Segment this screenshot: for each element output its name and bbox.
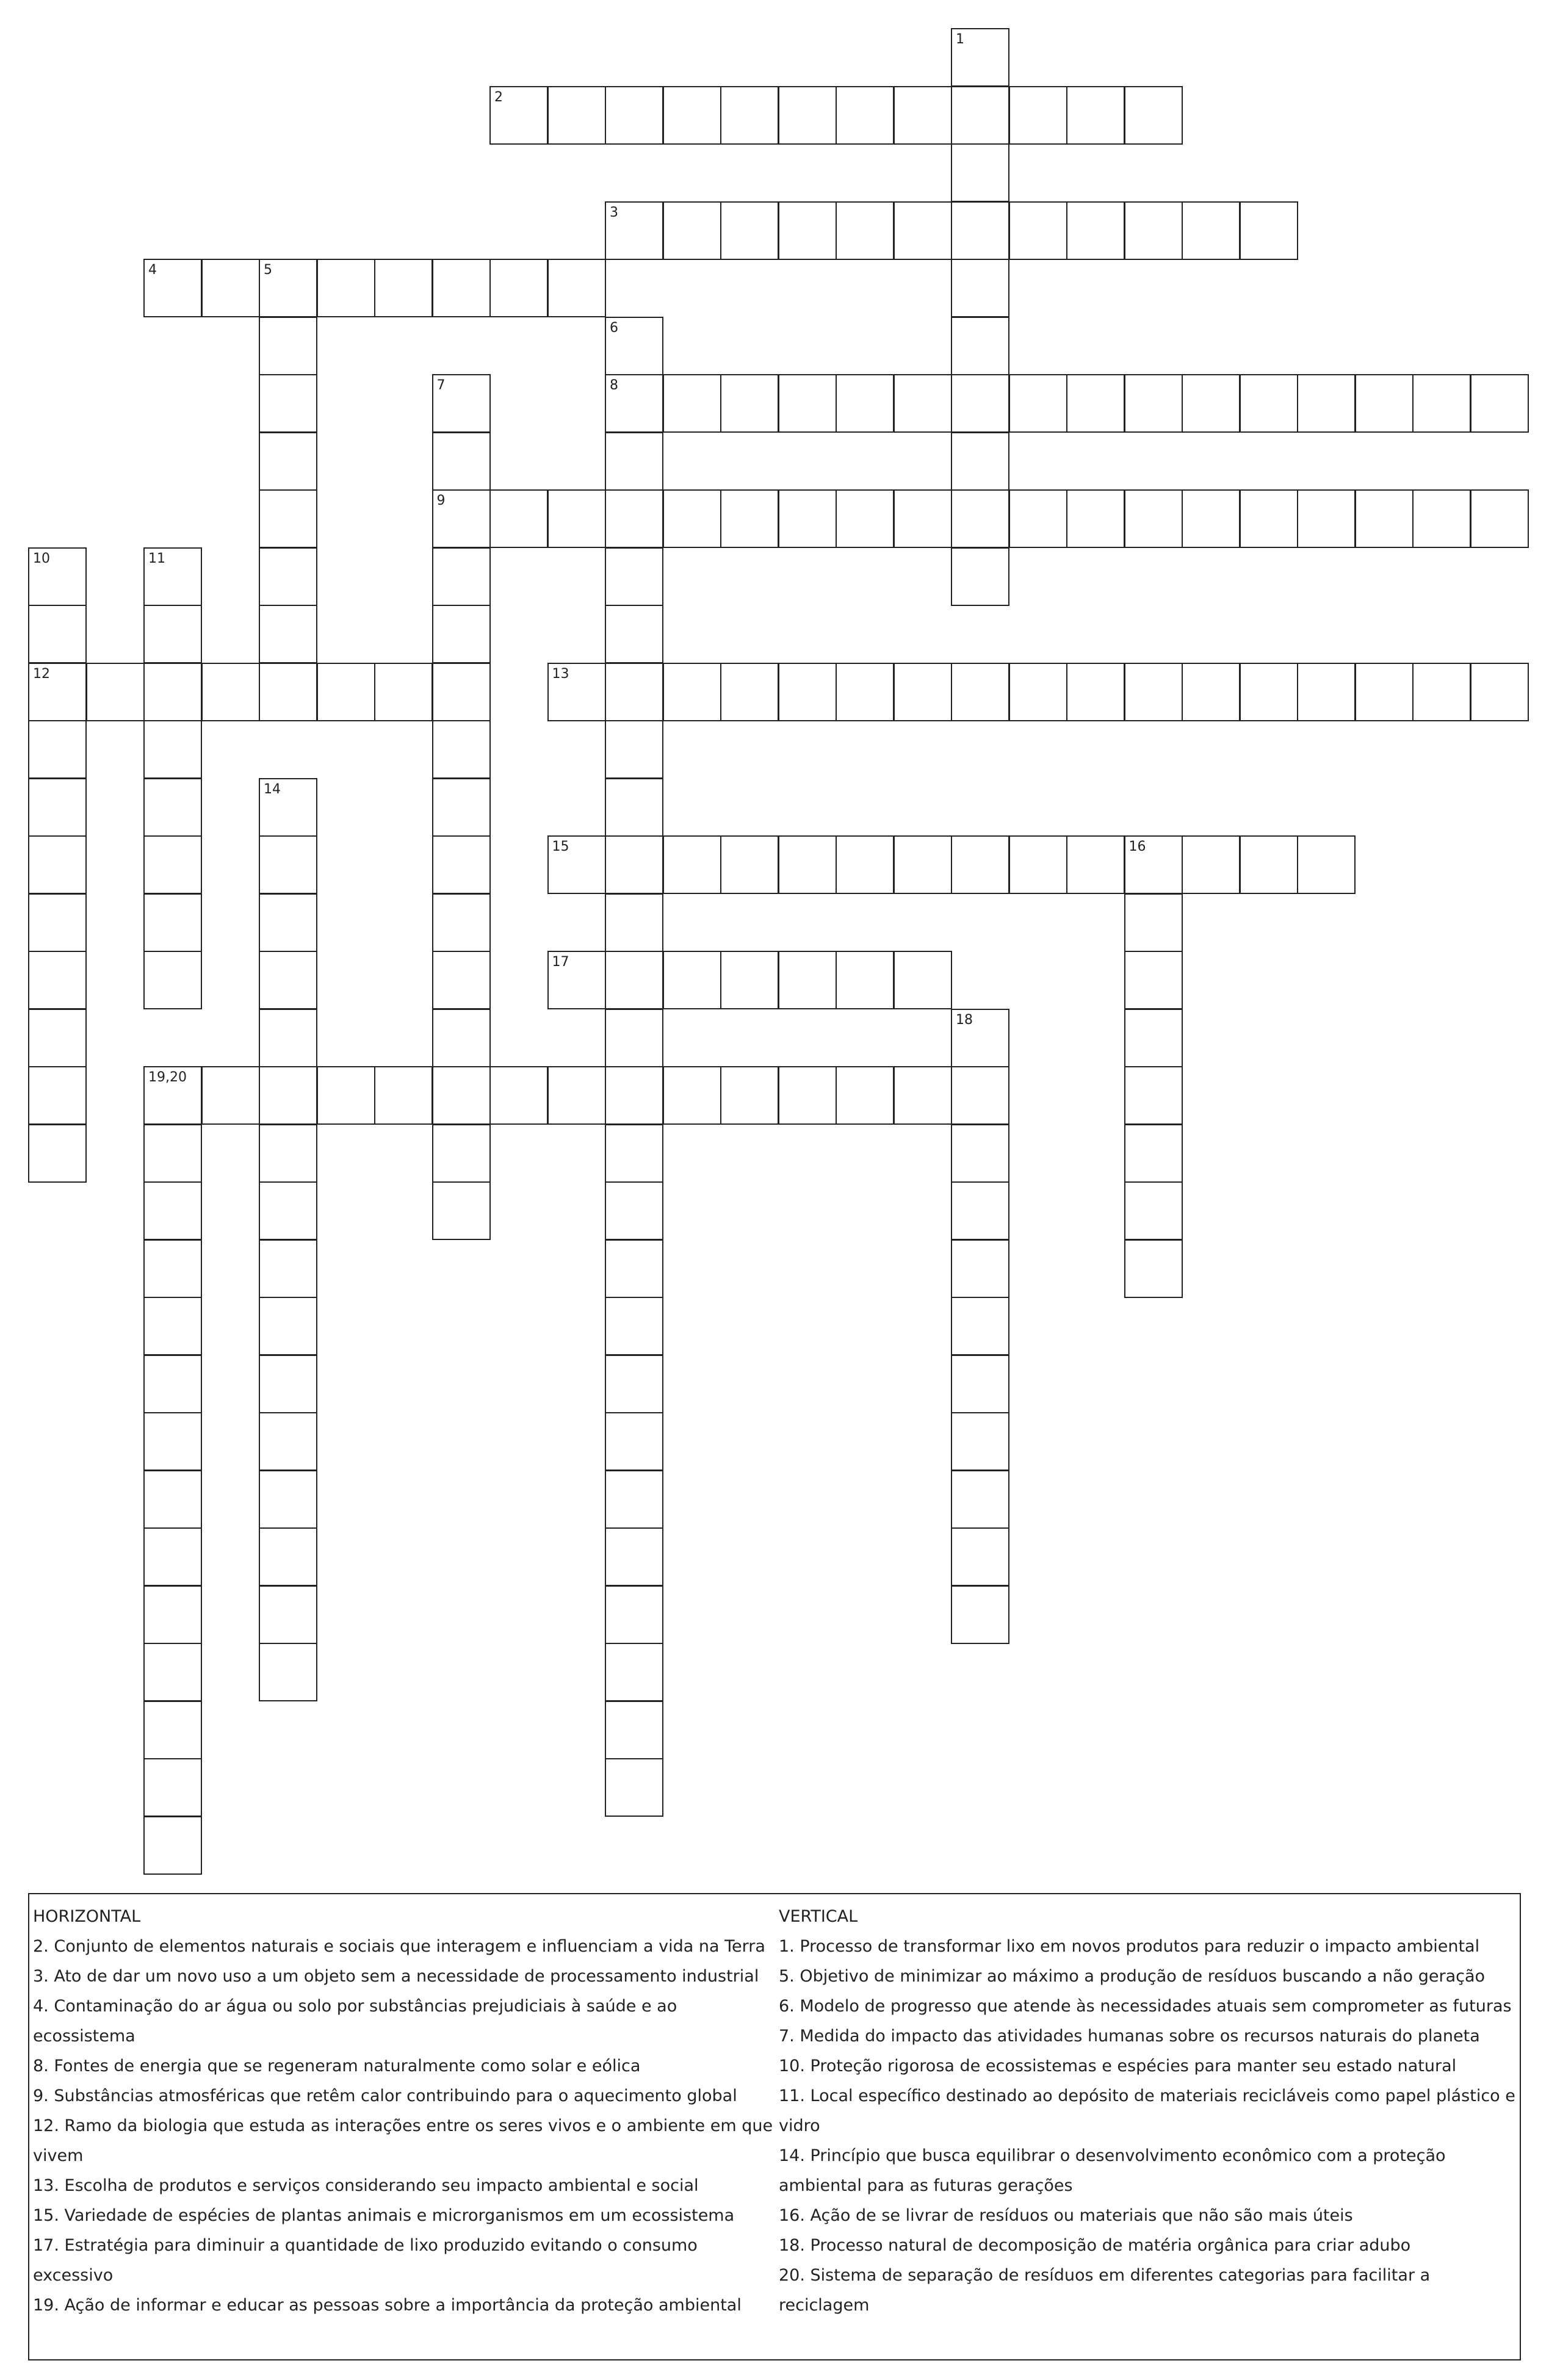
horizontal-clue: 9. Substâncias atmosféricas que retêm calor contribuindo para o aquecimento global	[33, 2086, 737, 2105]
crossword-cell[interactable]	[143, 1412, 202, 1471]
crossword-cell[interactable]	[28, 835, 87, 894]
clue-number: 16	[1128, 839, 1146, 854]
crossword-cell[interactable]	[28, 778, 87, 837]
crossword-cell[interactable]	[259, 547, 317, 606]
crossword-cell[interactable]	[778, 201, 837, 260]
crossword-cell[interactable]	[778, 835, 837, 894]
crossword-cell[interactable]	[1009, 86, 1067, 145]
crossword-cell[interactable]	[1470, 663, 1529, 721]
clue-number: 3	[610, 204, 618, 220]
crossword-cell[interactable]	[894, 1066, 952, 1125]
crossword-cell[interactable]	[547, 259, 606, 317]
crossword-cell[interactable]	[1355, 489, 1414, 548]
crossword-cell[interactable]	[1297, 835, 1356, 894]
crossword-cell[interactable]	[663, 835, 721, 894]
crossword-cell[interactable]	[143, 1239, 202, 1298]
crossword-cell[interactable]	[1124, 374, 1183, 433]
vertical-clue: 5. Objetivo de minimizar ao máximo a produção de resíduos buscando a não geração	[779, 1967, 1486, 1986]
crossword-cell[interactable]	[605, 951, 663, 1009]
horizontal-clue: 4. Contaminação do ar água ou solo por substâncias prejudiciais à saúde e ao ecossistema	[33, 1997, 677, 2046]
crossword-cell[interactable]	[1066, 489, 1125, 548]
vertical-clues-column	[779, 1902, 1517, 2320]
crossword-cell[interactable]	[663, 1066, 721, 1125]
crossword-cell[interactable]	[259, 778, 317, 837]
crossword-cell[interactable]	[1470, 489, 1529, 548]
crossword-cell[interactable]	[259, 951, 317, 1009]
clue-number: 14	[264, 781, 281, 797]
crossword-cell[interactable]	[663, 489, 721, 548]
crossword-cell[interactable]	[1066, 374, 1125, 433]
crossword-cell[interactable]	[1182, 201, 1240, 260]
clue-number: 17	[552, 954, 569, 970]
crossword-cell[interactable]	[143, 1124, 202, 1183]
crossword-cell[interactable]	[432, 1009, 491, 1067]
crossword-cell[interactable]	[259, 1066, 317, 1125]
vertical-clue: 16. Ação de se livrar de resíduos ou materiais que não são mais úteis	[779, 2206, 1353, 2225]
crossword-cell[interactable]	[1240, 489, 1298, 548]
crossword-cell[interactable]	[778, 1066, 837, 1125]
crossword-cell[interactable]	[547, 1066, 606, 1125]
crossword-cell[interactable]	[259, 1181, 317, 1240]
crossword-cell[interactable]	[663, 663, 721, 721]
crossword-cell[interactable]	[143, 1355, 202, 1413]
crossword-cell[interactable]	[951, 1066, 1009, 1125]
crossword-cell[interactable]	[720, 489, 779, 548]
crossword-cell[interactable]	[259, 663, 317, 721]
clue-number: 8	[610, 378, 618, 393]
crossword-cell[interactable]	[259, 1412, 317, 1471]
crossword-cell[interactable]	[605, 605, 663, 663]
crossword-cell[interactable]	[605, 1470, 663, 1529]
crossword-cell[interactable]	[143, 1527, 202, 1586]
crossword-cell[interactable]	[259, 1124, 317, 1183]
crossword-cell[interactable]	[605, 1643, 663, 1701]
crossword-cell[interactable]	[143, 720, 202, 779]
crossword-cell[interactable]	[143, 547, 202, 606]
crossword-cell[interactable]	[951, 1009, 1009, 1067]
crossword-cell[interactable]	[143, 835, 202, 894]
crossword-cell[interactable]	[720, 951, 779, 1009]
crossword-cell[interactable]	[374, 663, 433, 721]
crossword-cell[interactable]	[720, 201, 779, 260]
crossword-cell[interactable]	[1355, 374, 1414, 433]
crossword-cell[interactable]	[317, 259, 375, 317]
crossword-cell[interactable]	[951, 1355, 1009, 1413]
crossword-cell[interactable]	[836, 663, 894, 721]
clue-number: 13	[552, 666, 569, 682]
clue-number: 9	[436, 493, 446, 508]
crossword-cell[interactable]	[1009, 201, 1067, 260]
crossword-cell[interactable]	[1182, 489, 1240, 548]
crossword-cell[interactable]	[778, 489, 837, 548]
crossword-cell[interactable]	[143, 1816, 202, 1875]
crossword-cell[interactable]	[259, 1470, 317, 1529]
crossword-cell[interactable]	[894, 835, 952, 894]
crossword-cell[interactable]	[951, 663, 1009, 721]
crossword-cell[interactable]	[28, 547, 87, 606]
horizontal-clues-column	[33, 1902, 778, 2320]
crossword-cell[interactable]	[432, 374, 491, 433]
crossword-cell[interactable]	[489, 259, 548, 317]
crossword-cell[interactable]	[432, 720, 491, 779]
crossword-cell[interactable]	[1124, 1239, 1183, 1298]
crossword-cell[interactable]	[1412, 489, 1471, 548]
crossword-cell[interactable]	[374, 259, 433, 317]
crossword-cell[interactable]	[143, 1758, 202, 1817]
crossword-cell[interactable]	[1124, 893, 1183, 952]
crossword-cell[interactable]	[432, 547, 491, 606]
crossword-cell[interactable]	[259, 893, 317, 952]
crossword-cell[interactable]	[605, 432, 663, 491]
crossword-cell[interactable]	[605, 778, 663, 837]
crossword-cell[interactable]	[605, 1009, 663, 1067]
vertical-clue: 20. Sistema de separação de resíduos em diferentes categorias para facilitar a reciclagem	[779, 2266, 1431, 2315]
crossword-cell[interactable]	[605, 489, 663, 548]
crossword-cell[interactable]	[1124, 1066, 1183, 1125]
vertical-clue: 7. Medida do impacto das atividades humanas sobre os recursos naturais do planeta	[779, 2027, 1480, 2046]
crossword-cell[interactable]	[605, 317, 663, 375]
crossword-cell[interactable]	[951, 317, 1009, 375]
crossword-cell[interactable]	[951, 1527, 1009, 1586]
crossword-cell[interactable]	[605, 1585, 663, 1644]
crossword-cell[interactable]	[605, 663, 663, 721]
crossword-cell[interactable]	[547, 489, 606, 548]
crossword-cell[interactable]	[836, 835, 894, 894]
crossword-cell[interactable]	[432, 663, 491, 721]
crossword-cell[interactable]	[28, 663, 87, 721]
crossword-cell[interactable]	[894, 86, 952, 145]
crossword-cell[interactable]	[951, 489, 1009, 548]
crossword-cell[interactable]	[605, 720, 663, 779]
crossword-cell[interactable]	[317, 1066, 375, 1125]
crossword-cell[interactable]	[894, 201, 952, 260]
crossword-cell[interactable]	[489, 489, 548, 548]
crossword-cell[interactable]	[432, 1124, 491, 1183]
clues-panel	[28, 1893, 1521, 2360]
vertical-clue: 1. Processo de transformar lixo em novos produtos para reduzir o impacto ambiental	[779, 1937, 1480, 1956]
crossword-cell[interactable]	[432, 835, 491, 894]
crossword-cell[interactable]	[605, 1297, 663, 1355]
crossword-cell[interactable]	[951, 1239, 1009, 1298]
crossword-cell[interactable]	[1182, 374, 1240, 433]
crossword-cell[interactable]	[951, 1585, 1009, 1644]
horizontal-clue: 12. Ramo da biologia que estuda as interações entre os seres vivos e o ambiente em que vivem	[33, 2116, 773, 2165]
crossword-cell[interactable]	[605, 1239, 663, 1298]
crossword-cell[interactable]	[143, 1297, 202, 1355]
horizontal-clues-title: HORIZONTAL	[33, 1907, 141, 1926]
crossword-cell[interactable]	[259, 489, 317, 548]
crossword-cell[interactable]	[432, 432, 491, 491]
crossword-cell[interactable]	[143, 663, 202, 721]
crossword-cell[interactable]	[1297, 489, 1356, 548]
crossword-cell[interactable]	[951, 835, 1009, 894]
crossword-cell[interactable]	[720, 1066, 779, 1125]
crossword-cell[interactable]	[1470, 374, 1529, 433]
crossword-cell[interactable]	[605, 835, 663, 894]
horizontal-clue: 2. Conjunto de elementos naturais e sociais que interagem e influenciam a vida na Terra	[33, 1937, 765, 1956]
crossword-cell[interactable]	[547, 835, 606, 894]
crossword-cell[interactable]	[432, 778, 491, 837]
horizontal-clue: 17. Estratégia para diminuir a quantidade de lixo produzido evitando o consumo excessivo	[33, 2236, 698, 2285]
crossword-cell[interactable]	[605, 547, 663, 606]
crossword-cell[interactable]	[951, 1297, 1009, 1355]
crossword-cell[interactable]	[86, 663, 145, 721]
crossword-cell[interactable]	[1182, 835, 1240, 894]
crossword-cell[interactable]	[547, 663, 606, 721]
crossword-cell[interactable]	[1124, 835, 1183, 894]
crossword-cell[interactable]	[143, 1643, 202, 1701]
crossword-cell[interactable]	[720, 835, 779, 894]
vertical-clues-title: VERTICAL	[779, 1907, 858, 1926]
crossword-cell[interactable]	[720, 86, 779, 145]
crossword-cell[interactable]	[1412, 663, 1471, 721]
crossword-cell[interactable]	[432, 605, 491, 663]
crossword-cell[interactable]	[432, 489, 491, 548]
crossword-cell[interactable]	[201, 1066, 260, 1125]
crossword-cell[interactable]	[1124, 86, 1183, 145]
clue-number: 6	[610, 320, 618, 336]
crossword-cell[interactable]	[1124, 951, 1183, 1009]
clue-number: 4	[148, 262, 157, 278]
crossword-cell[interactable]	[1297, 374, 1356, 433]
crossword-cell[interactable]	[432, 951, 491, 1009]
crossword-cell[interactable]	[143, 778, 202, 837]
crossword-cell[interactable]	[951, 1181, 1009, 1240]
crossword-cell[interactable]	[259, 1355, 317, 1413]
crossword-cell[interactable]	[1412, 374, 1471, 433]
crossword-cell[interactable]	[836, 489, 894, 548]
crossword-cell[interactable]	[1240, 374, 1298, 433]
crossword-cell[interactable]	[259, 605, 317, 663]
crossword-cell[interactable]	[1182, 663, 1240, 721]
crossword-cell[interactable]	[259, 317, 317, 375]
crossword-cell[interactable]	[605, 1066, 663, 1125]
crossword-cell[interactable]	[605, 1181, 663, 1240]
crossword-cell[interactable]	[1066, 835, 1125, 894]
vertical-clue: 6. Modelo de progresso que atende às necessidades atuais sem comprometer as futuras	[779, 1997, 1512, 2016]
crossword-cell[interactable]	[432, 893, 491, 952]
crossword-cell[interactable]	[1297, 663, 1356, 721]
crossword-cell[interactable]	[663, 374, 721, 433]
crossword-cell[interactable]	[259, 1527, 317, 1586]
crossword-cell[interactable]	[1009, 663, 1067, 721]
horizontal-clue: 15. Variedade de espécies de plantas animais e microrganismos em um ecossistema	[33, 2206, 735, 2225]
crossword-cell[interactable]	[951, 1124, 1009, 1183]
crossword-cell[interactable]	[547, 951, 606, 1009]
crossword-cell[interactable]	[1124, 1124, 1183, 1183]
clue-number: 7	[436, 378, 446, 393]
clue-number: 12	[33, 666, 50, 682]
crossword-cell[interactable]	[143, 1585, 202, 1644]
crossword-cell[interactable]	[28, 951, 87, 1009]
clue-number: 11	[148, 550, 165, 566]
crossword-cell[interactable]	[605, 1758, 663, 1817]
crossword-cell[interactable]	[605, 1124, 663, 1183]
crossword-cell[interactable]	[836, 86, 894, 145]
crossword-cell[interactable]	[28, 1009, 87, 1067]
crossword-cell[interactable]	[663, 951, 721, 1009]
clue-number: 2	[494, 89, 503, 105]
crossword-cell[interactable]	[143, 605, 202, 663]
vertical-clue: 10. Proteção rigorosa de ecossistemas e espécies para manter seu estado natural	[779, 2057, 1457, 2075]
crossword-cell[interactable]	[1009, 835, 1067, 894]
crossword-cell[interactable]	[605, 1527, 663, 1586]
crossword-cell[interactable]	[1066, 86, 1125, 145]
horizontal-clue: 13. Escolha de produtos e serviços considerando seu impacto ambiental e social	[33, 2176, 699, 2195]
crossword-cell[interactable]	[432, 259, 491, 317]
vertical-clue: 14. Princípio que busca equilibrar o desenvolvimento econômico com a proteção ambiental para as futuras gerações	[779, 2146, 1446, 2195]
horizontal-clue: 3. Ato de dar um novo uso a um objeto sem a necessidade de processamento industrial	[33, 1967, 759, 1986]
clue-number: 18	[956, 1012, 973, 1028]
vertical-clue: 18. Processo natural de decomposição de matéria orgânica para criar adubo	[779, 2236, 1411, 2255]
crossword-cell[interactable]	[951, 86, 1009, 145]
crossword-cell[interactable]	[663, 201, 721, 260]
crossword-cell[interactable]	[143, 893, 202, 952]
crossword-cell[interactable]	[1066, 201, 1125, 260]
crossword-cell[interactable]	[259, 835, 317, 894]
crossword-cell[interactable]	[28, 893, 87, 952]
crossword-cell[interactable]	[143, 259, 202, 317]
clue-number: 15	[552, 839, 569, 854]
crossword-cell[interactable]	[894, 663, 952, 721]
crossword-cell[interactable]	[259, 1239, 317, 1298]
crossword-cell[interactable]	[143, 1701, 202, 1759]
crossword-cell[interactable]	[720, 374, 779, 433]
crossword-cell[interactable]	[951, 374, 1009, 433]
crossword-cell[interactable]	[143, 951, 202, 1009]
crossword-cell[interactable]	[259, 1009, 317, 1067]
crossword-cell[interactable]	[1124, 1009, 1183, 1067]
crossword-cell[interactable]	[951, 1470, 1009, 1529]
clue-number: 5	[264, 262, 272, 278]
crossword-cell[interactable]	[259, 374, 317, 433]
crossword-cell[interactable]	[143, 1181, 202, 1240]
crossword-cell[interactable]	[894, 489, 952, 548]
crossword-cell[interactable]	[201, 663, 260, 721]
crossword-cell[interactable]	[1124, 663, 1183, 721]
crossword-cell[interactable]	[28, 1124, 87, 1183]
crossword-cell[interactable]	[432, 1066, 491, 1125]
crossword-cell[interactable]	[951, 1412, 1009, 1471]
crossword-cell[interactable]	[259, 432, 317, 491]
crossword-cell[interactable]	[374, 1066, 433, 1125]
crossword-cell[interactable]	[605, 1701, 663, 1759]
crossword-cell[interactable]	[951, 547, 1009, 606]
crossword-cell[interactable]	[894, 374, 952, 433]
crossword-cell[interactable]	[1066, 663, 1125, 721]
crossword-cell[interactable]	[1124, 1181, 1183, 1240]
crossword-cell[interactable]	[778, 86, 837, 145]
crossword-cell[interactable]	[836, 201, 894, 260]
crossword-cell[interactable]	[951, 432, 1009, 491]
crossword-cell[interactable]	[317, 663, 375, 721]
horizontal-clue: 19. Ação de informar e educar as pessoas sobre a importância da proteção ambiental	[33, 2296, 742, 2315]
crossword-cell[interactable]	[951, 259, 1009, 317]
crossword-cell[interactable]	[259, 1585, 317, 1644]
crossword-cell[interactable]	[720, 663, 779, 721]
crossword-cell[interactable]	[259, 1643, 317, 1701]
crossword-cell[interactable]	[489, 86, 548, 145]
clue-number: 10	[33, 550, 50, 566]
clue-number: 1	[956, 32, 964, 47]
crossword-cell[interactable]	[143, 1066, 202, 1125]
crossword-cell[interactable]	[605, 1355, 663, 1413]
crossword-cell[interactable]	[28, 605, 87, 663]
crossword-cell[interactable]	[1124, 489, 1183, 548]
crossword-cell[interactable]	[28, 720, 87, 779]
crossword-cell[interactable]	[547, 86, 606, 145]
crossword-cell[interactable]	[201, 259, 260, 317]
crossword-cell[interactable]	[778, 374, 837, 433]
crossword-cell[interactable]	[489, 1066, 548, 1125]
horizontal-clue: 8. Fontes de energia que se regeneram naturalmente como solar e eólica	[33, 2057, 641, 2075]
crossword-cell[interactable]	[1240, 201, 1298, 260]
crossword-cell[interactable]	[605, 374, 663, 433]
vertical-clue: 11. Local específico destinado ao depósito de materiais recicláveis como papel plástico e vidro	[779, 2086, 1515, 2135]
crossword-cell[interactable]	[951, 28, 1009, 87]
crossword-cell[interactable]	[1240, 835, 1298, 894]
crossword-cell[interactable]	[951, 143, 1009, 202]
crossword-cell[interactable]	[1009, 489, 1067, 548]
crossword-cell[interactable]	[778, 951, 837, 1009]
crossword-cell[interactable]	[1355, 663, 1414, 721]
crossword-cell[interactable]	[778, 663, 837, 721]
crossword-cell[interactable]	[663, 86, 721, 145]
crossword-cell[interactable]	[1009, 374, 1067, 433]
crossword-cell[interactable]	[143, 1470, 202, 1529]
crossword-cell[interactable]	[894, 951, 952, 1009]
crossword-cell[interactable]	[836, 374, 894, 433]
crossword-cell[interactable]	[605, 893, 663, 952]
crossword-cell[interactable]	[605, 1412, 663, 1471]
crossword-cell[interactable]	[836, 1066, 894, 1125]
crossword-cell[interactable]	[605, 201, 663, 260]
clue-number: 19,20	[148, 1070, 187, 1085]
crossword-cell[interactable]	[836, 951, 894, 1009]
crossword-cell[interactable]	[259, 1297, 317, 1355]
crossword-cell[interactable]	[259, 259, 317, 317]
crossword-cell[interactable]	[28, 1066, 87, 1125]
crossword-cell[interactable]	[432, 1181, 491, 1240]
crossword-cell[interactable]	[951, 201, 1009, 260]
crossword-cell[interactable]	[1240, 663, 1298, 721]
crossword-cell[interactable]	[605, 86, 663, 145]
crossword-cell[interactable]	[1124, 201, 1183, 260]
